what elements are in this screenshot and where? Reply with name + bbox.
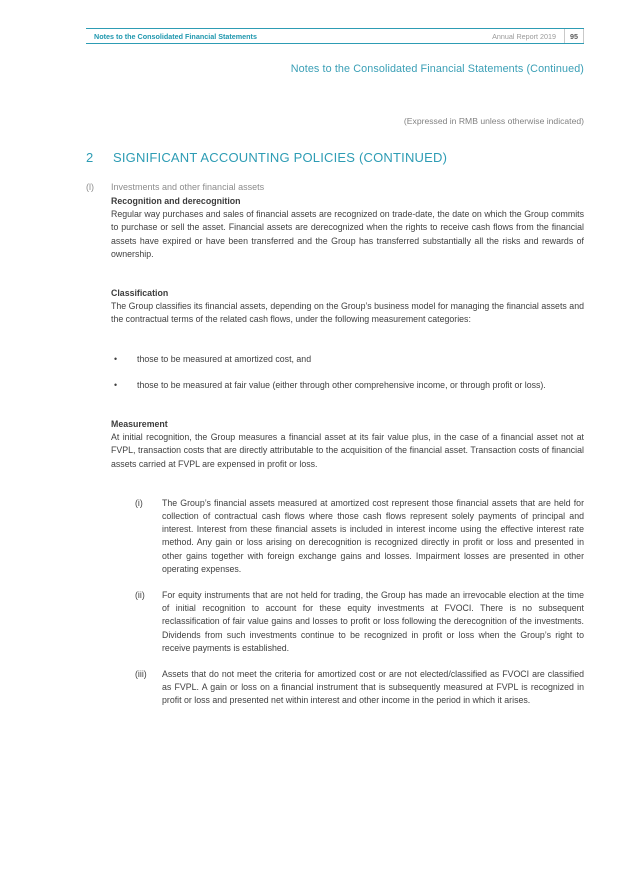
bullet-item (111, 379, 584, 392)
page-header (86, 28, 584, 44)
header-report-label: Annual Report 2019 (492, 31, 556, 41)
recognition-heading: Recognition and derecognition (111, 196, 241, 206)
classification-heading: Classification (111, 288, 169, 299)
spacer (111, 484, 584, 497)
bullet-item (111, 353, 584, 366)
classification-paragraph: The Group classifies its financial assets, depending on the Group’s business model for managing the financial assets and the contractual terms of the related cash flows, under the following measurement categories: (111, 301, 584, 325)
bullet-icon: • (114, 353, 118, 364)
spacer (111, 405, 584, 418)
page-number: 95 (564, 29, 584, 43)
item-text: Assets that do not meet the criteria for amortized cost or are not elected/classified as FVOCI are classified as FVPL. A gain or loss on a financial instrument that is subsequently measured at FVPL is recognized in profit or loss and presented net within interest and other income in the period in which it arises. (162, 669, 584, 706)
recognition-paragraph: Regular way purchases and sales of financial assets are recognized on trade-date, the date on which the Group commits to purchase or sell the asset. Financial assets are derecognized when the rights to receive cash flows from the financial assets have expired or have been transferred and the Group has transferred substantially all the risks and rewards of ownership. (111, 209, 584, 259)
subsection-label: (l) (86, 182, 94, 192)
measurement-paragraph: At initial recognition, the Group measures a financial asset at its fair value plus, in the case of a financial asset not at FVPL, transaction costs that are directly attributable to the acquisition of the financial asset. Transaction costs of financial assets carried at FVPL are expensed in profit or loss. (111, 432, 584, 469)
section-heading (86, 150, 584, 165)
page-title: Notes to the Consolidated Financial Statements (Continued) (290, 63, 584, 75)
item-text: The Group’s financial assets measured at amortized cost represent those financial assets that are held for collection of contractual cash flows where those cash flows represent solely payments of principal and interest. Interest from these financial assets is included in interest income using the effective interest rate method. Any gain or loss arising on derecognition is recognized directly in profit or loss and presented in other gains together with foreign exchange gains and losses. Impairment losses are presented in other operating expenses. (162, 497, 584, 574)
numbered-item (135, 497, 584, 576)
numbered-item (135, 668, 584, 708)
item-text: For equity instruments that are not held for trading, the Group has made an irrevocable election at the time of initial recognition to account for these equity investments at FVOCI. There is no subsequent reclassification of fair value gains and losses to profit or loss following the derecognition of the investments. Dividends from such investments continue to be recognized in profit or loss when the Group’s right to receive payments is established. (162, 590, 584, 653)
section-title: SIGNIFICANT ACCOUNTING POLICIES (CONTINUED) (113, 150, 448, 165)
spacer (111, 340, 584, 353)
currency-note: (Expressed in RMB unless otherwise indicated) (403, 116, 584, 126)
subsection-title: Investments and other financial assets (111, 182, 265, 192)
header-running-title: Notes to the Consolidated Financial Statements (94, 31, 257, 41)
section-number: 2 (86, 150, 94, 165)
spacer (111, 274, 584, 287)
item-label: (ii) (135, 590, 145, 601)
item-label: (i) (135, 497, 143, 508)
subsection (86, 182, 584, 721)
numbered-item (135, 589, 584, 655)
item-label: (iii) (135, 669, 147, 680)
bullet-text: those to be measured at amortized cost, and (137, 353, 312, 364)
subsection-body (111, 182, 584, 721)
bullet-text: those to be measured at fair value (either through other comprehensive income, or through profit or loss). (137, 379, 546, 390)
bullet-icon: • (114, 379, 118, 390)
measurement-heading: Measurement (111, 419, 168, 430)
